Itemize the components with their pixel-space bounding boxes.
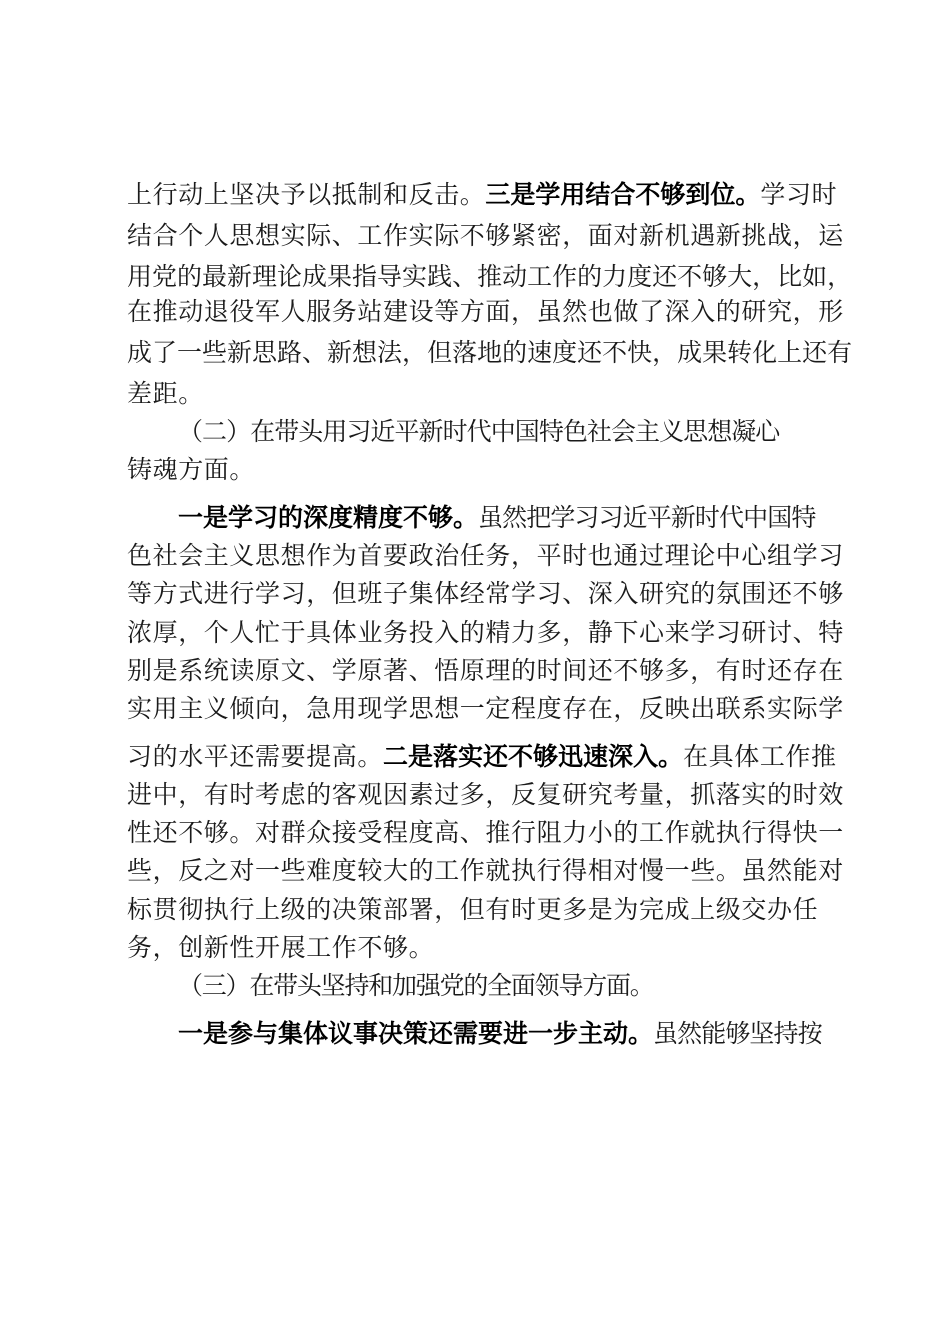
text-segment: 上行动上坚决予以抵制和反击。 [127,180,486,209]
text-line [127,260,853,294]
text-line [127,577,847,611]
text-segment: 实用主义倾向，急用现学思想一定程度存在，反映出联系实际学 [127,694,844,723]
text-segment: 虽然把学习习近平新时代中国特 [478,503,816,532]
text-segment: 务，创新性开展工作不够。 [127,933,435,962]
text-segment: （三）在带头坚持和加强党的全面领导方面。 [178,971,654,1000]
section-heading [178,415,898,449]
text-line [127,740,847,774]
text-line [127,453,847,487]
text-segment: 些，反之对一些难度较大的工作就执行得相对慢一些。虽然能对 [127,856,844,885]
text-line [127,816,847,850]
bold-heading: 二是落实还不够迅速深入。 [383,742,684,771]
text-line [127,295,847,329]
text-line [127,377,847,411]
text-line [127,539,847,573]
paragraph-start [178,501,898,535]
text-segment: 等方式进行学习，但班子集体经常学习、深入研究的氛围还不够 [127,579,844,608]
text-segment: 结合个人思想实际、工作实际不够紧密，面对新机遇新挑战，运 [127,221,844,250]
text-line [127,616,847,650]
text-line [127,778,847,812]
text-segment: 习的水平还需要提高。 [127,742,384,771]
section-heading [178,969,898,1003]
text-segment: 浓厚，个人忙于具体业务投入的精力多，静下心来学习研讨、特 [127,618,844,647]
bold-heading: 一是参与集体议事决策还需要进一步主动。 [178,1019,654,1048]
text-segment: 学习时 [760,180,838,209]
bold-heading: 一是学习的深度精度不够。 [178,503,479,532]
text-line [127,654,847,688]
text-segment: 色社会主义思想作为首要政治任务，平时也通过理论中心组学习 [127,541,844,570]
text-line [127,692,847,726]
text-segment: 进中，有时考虑的客观因素过多，反复研究考量，抓落实的时效 [127,780,844,809]
text-segment: 差距。 [127,379,204,408]
text-line [127,893,847,927]
text-segment: 别是系统读原文、学原著、悟原理的时间还不够多，有时还存在 [127,656,844,685]
text-segment: 成了一些新思路、新想法，但落地的速度还不快，成果转化上还有 [127,338,853,367]
text-segment: 铸魂方面。 [127,455,256,484]
text-segment: 虽然能够坚持按 [653,1019,822,1048]
text-line [127,931,847,965]
text-line [127,219,847,253]
text-segment: 在推动退役军人服务站建设等方面，虽然也做了深入的研究，形 [127,297,844,326]
text-segment: 性还不够。对群众接受程度高、推行阻力小的工作就执行得快一 [127,818,844,847]
text-line [127,336,853,370]
paragraph-start [178,1017,898,1051]
text-segment: 标贯彻执行上级的决策部署，但有时更多是为完成上级交办任 [127,895,819,924]
text-segment: 在具体工作推 [683,742,837,771]
text-line [127,178,847,212]
text-line [127,854,847,888]
text-segment: 用党的最新理论成果指导实践、推动工作的力度还不够大，比如， [127,262,853,291]
text-segment: （二）在带头用习近平新时代中国特色社会主义思想凝心 [178,417,780,446]
bold-heading: 三是学用结合不够到位。 [485,180,761,209]
